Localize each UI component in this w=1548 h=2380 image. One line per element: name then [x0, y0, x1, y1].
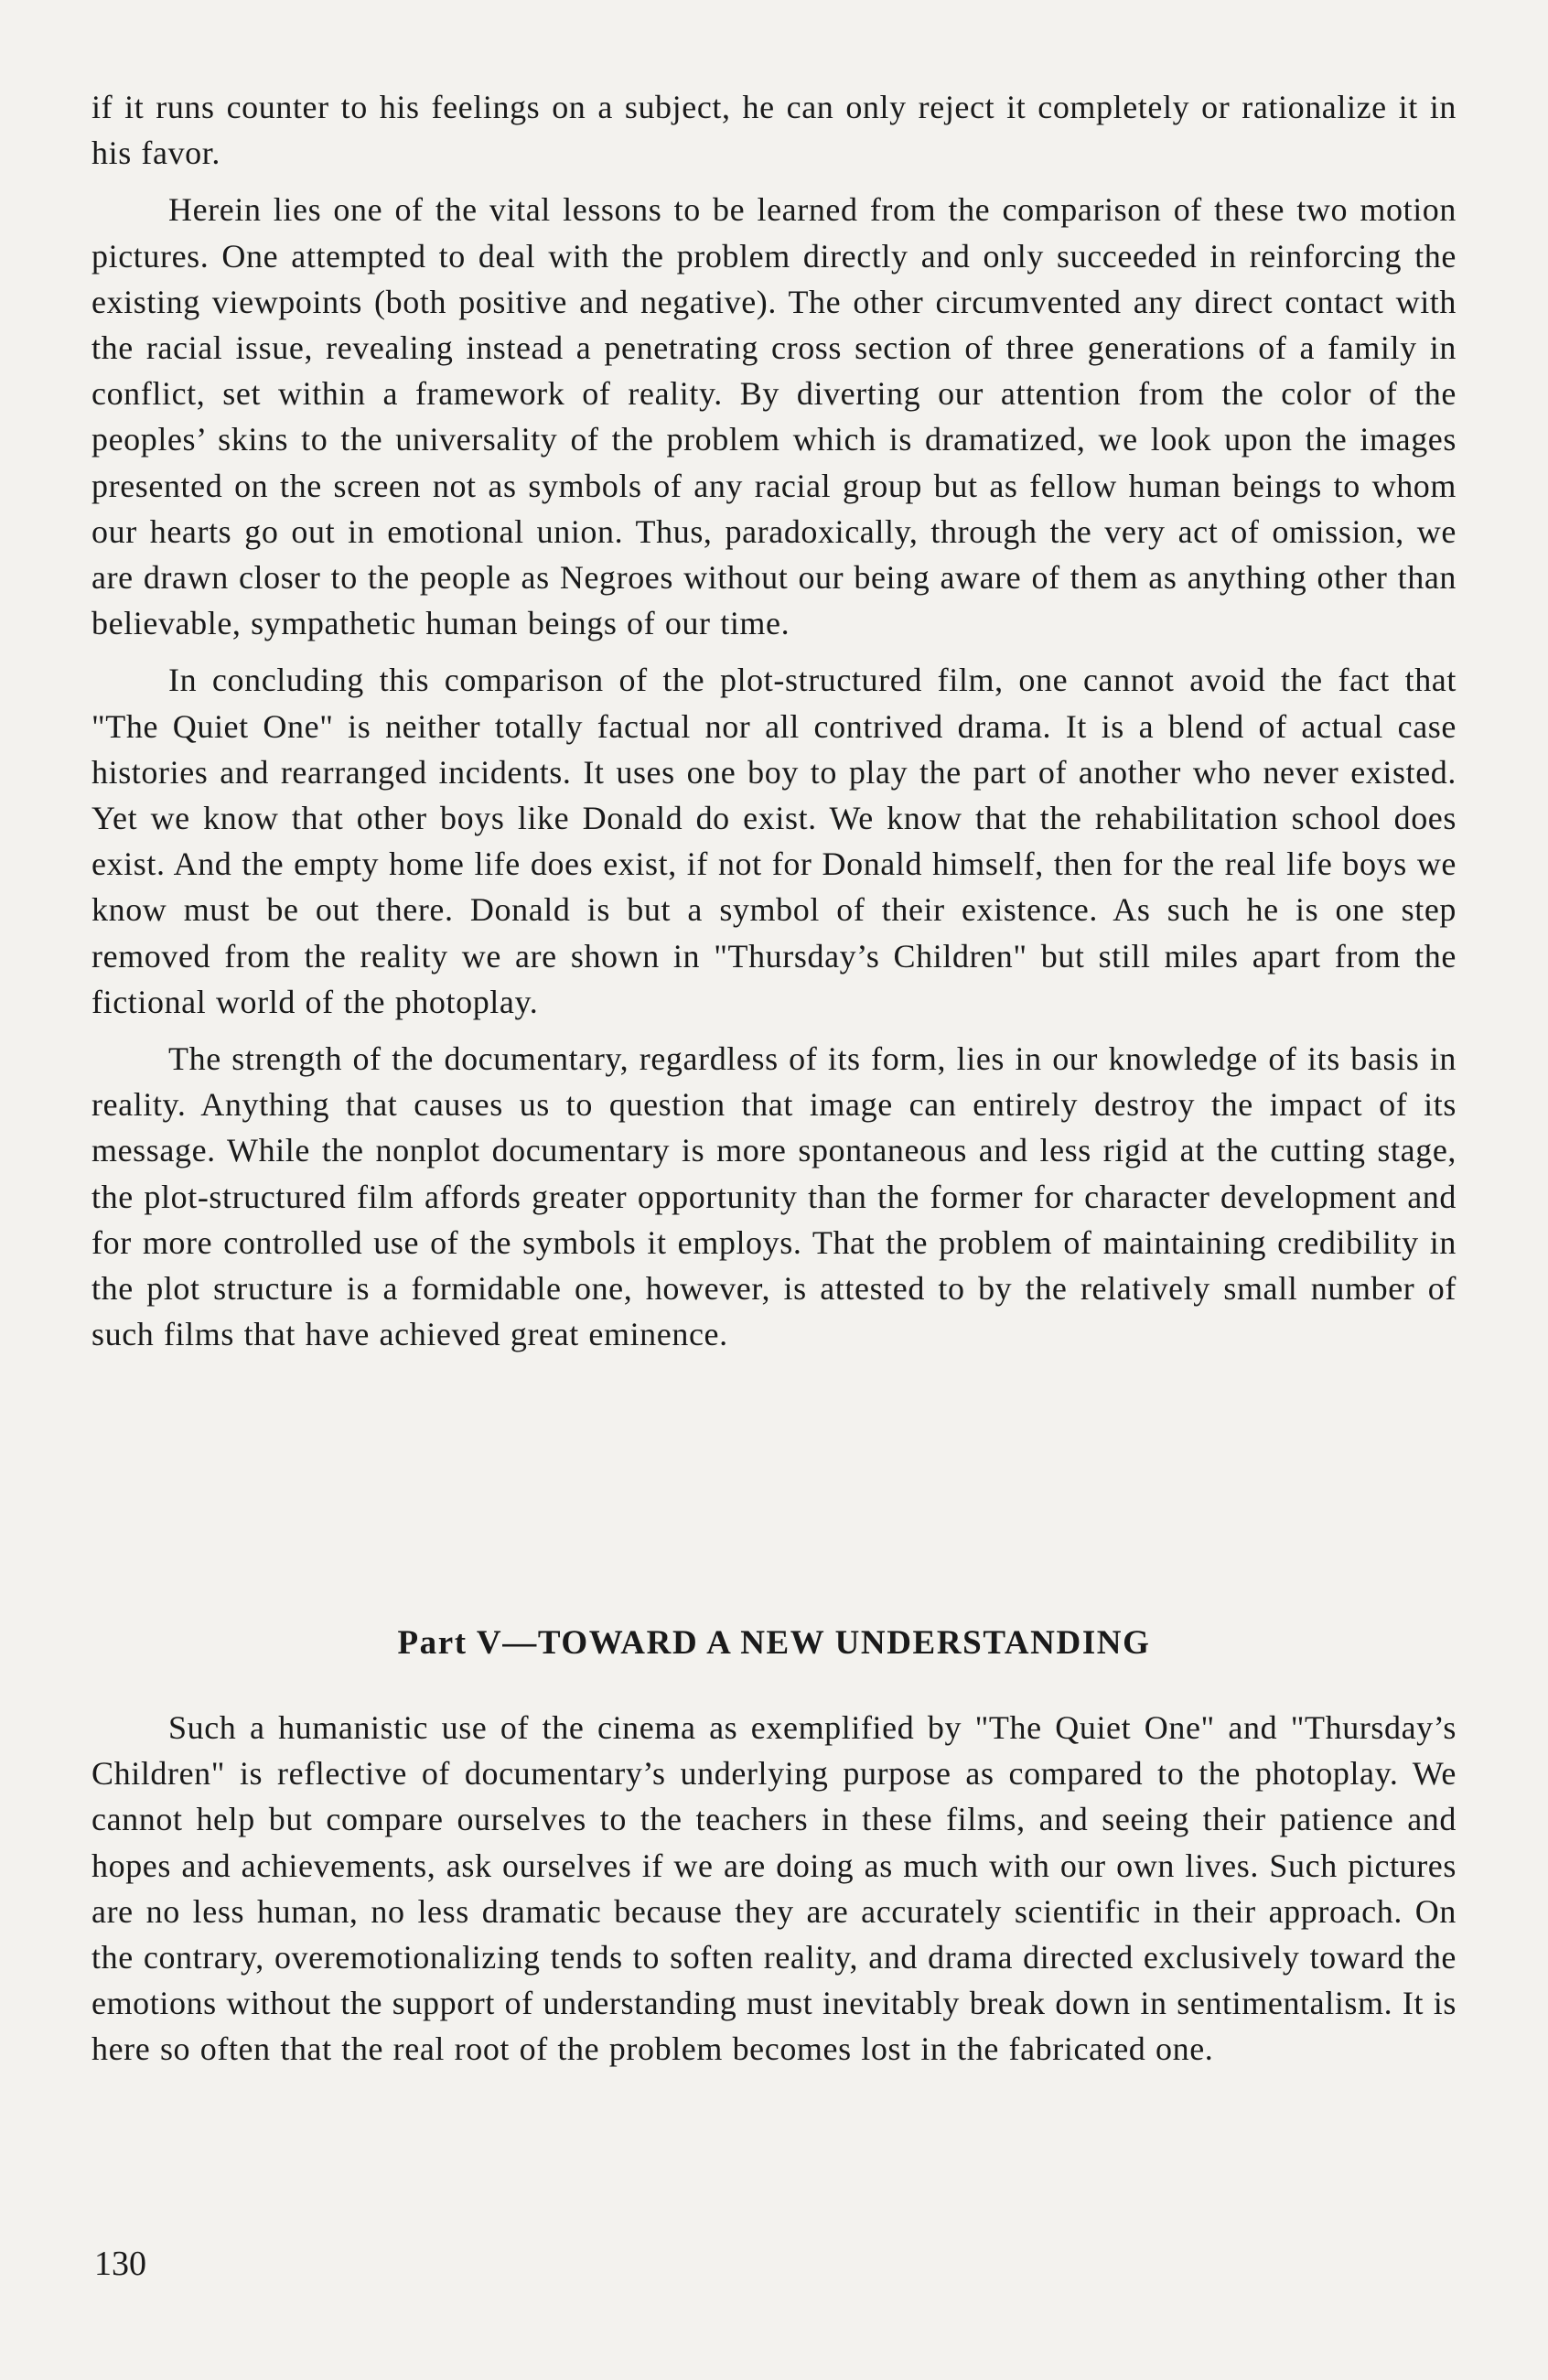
paragraph-vital-lessons: Herein lies one of the vital lessons to be learned from the comparison of these two motion pictures. One attempted to deal with the problem directly and only succeeded in reinforcing the existing viewpoints (both positive and negative). The other circumvented any direct contact with the racial issue, revealing instead a penetrating cross section of three generations of a family in conflict, set within a framework of reality. By diverting our attention from the color of the peoples’ skins to the universality of the problem which is dramatized, we look upon the images presented on the screen not as symbols of any racial group but as fellow human beings to whom our hearts go out in emotional union. Thus, paradoxically, through the very act of omission, we are drawn closer to the people as Negroes without our being aware of them as anything other than believable, sympathetic human beings of our time. — [91, 191, 1457, 642]
paragraph-documentary-strength: The strength of the documentary, regardless of its form, lies in our knowledge of its basis in reality. Anything that causes us to question that image can entirely destroy the impact of its message. While the nonplot documentary is more spontaneous and less rigid at the cutting stage, the plot-structured film affords greater opportunity than the former for character development and for more controlled use of the symbols it employs. That the problem of maintaining credibility in the plot structure is a formidable one, however, is attested to by the relatively small number of such films that have achieved great eminence. — [91, 1040, 1457, 1353]
section-heading: Part V—TOWARD A NEW UNDERSTANDING — [397, 1624, 1151, 1662]
paragraph-humanistic-cinema: Such a humanistic use of the cinema as exemplified by "The Quiet One" and "Thursday’s Children" is reflective of documentary’s underlying purpose as compared to the photoplay. We cannot help but compare ourselves to the teachers in these films, and seeing their patience and hopes and achievements, ask ourselves if we are doing as much with our own lives. Such pictures are no less human, no less dramatic because they are accurately scientific in their approach. On the contrary, overemotionalizing tends to soften reality, and drama directed exclusively toward the emotions without the support of understanding must inevitably break down in sentimentalism. It is here so often that the real root of the problem becomes lost in the fabricated one. — [91, 1709, 1457, 2068]
paragraph-continuation: if it runs counter to his feelings on a subject, he can only reject it completely or rationalize it in his favor. — [91, 89, 1457, 172]
page-number: 130 — [94, 2245, 146, 2283]
paragraph-concluding-comparison: In concluding this comparison of the plot-structured film, one cannot avoid the fact that "The Quiet One" is neither totally factual nor all contrived drama. It is a blend of actual case histories and rearranged incidents. It uses one boy to play the part of another who never existed. Yet we know that other boys like Donald do exist. We know that the rehabilitation school does exist. And the empty home life does exist, if not for Donald himself, then for the real life boys we know must be out there. Donald is but a symbol of their existence. As such he is one step removed from the reality we are shown in "Thursday’s Children" but still miles apart from the fictional world of the photoplay. — [91, 662, 1457, 1020]
top-text-block — [91, 84, 1457, 1368]
bottom-text-block — [91, 1705, 1457, 2084]
